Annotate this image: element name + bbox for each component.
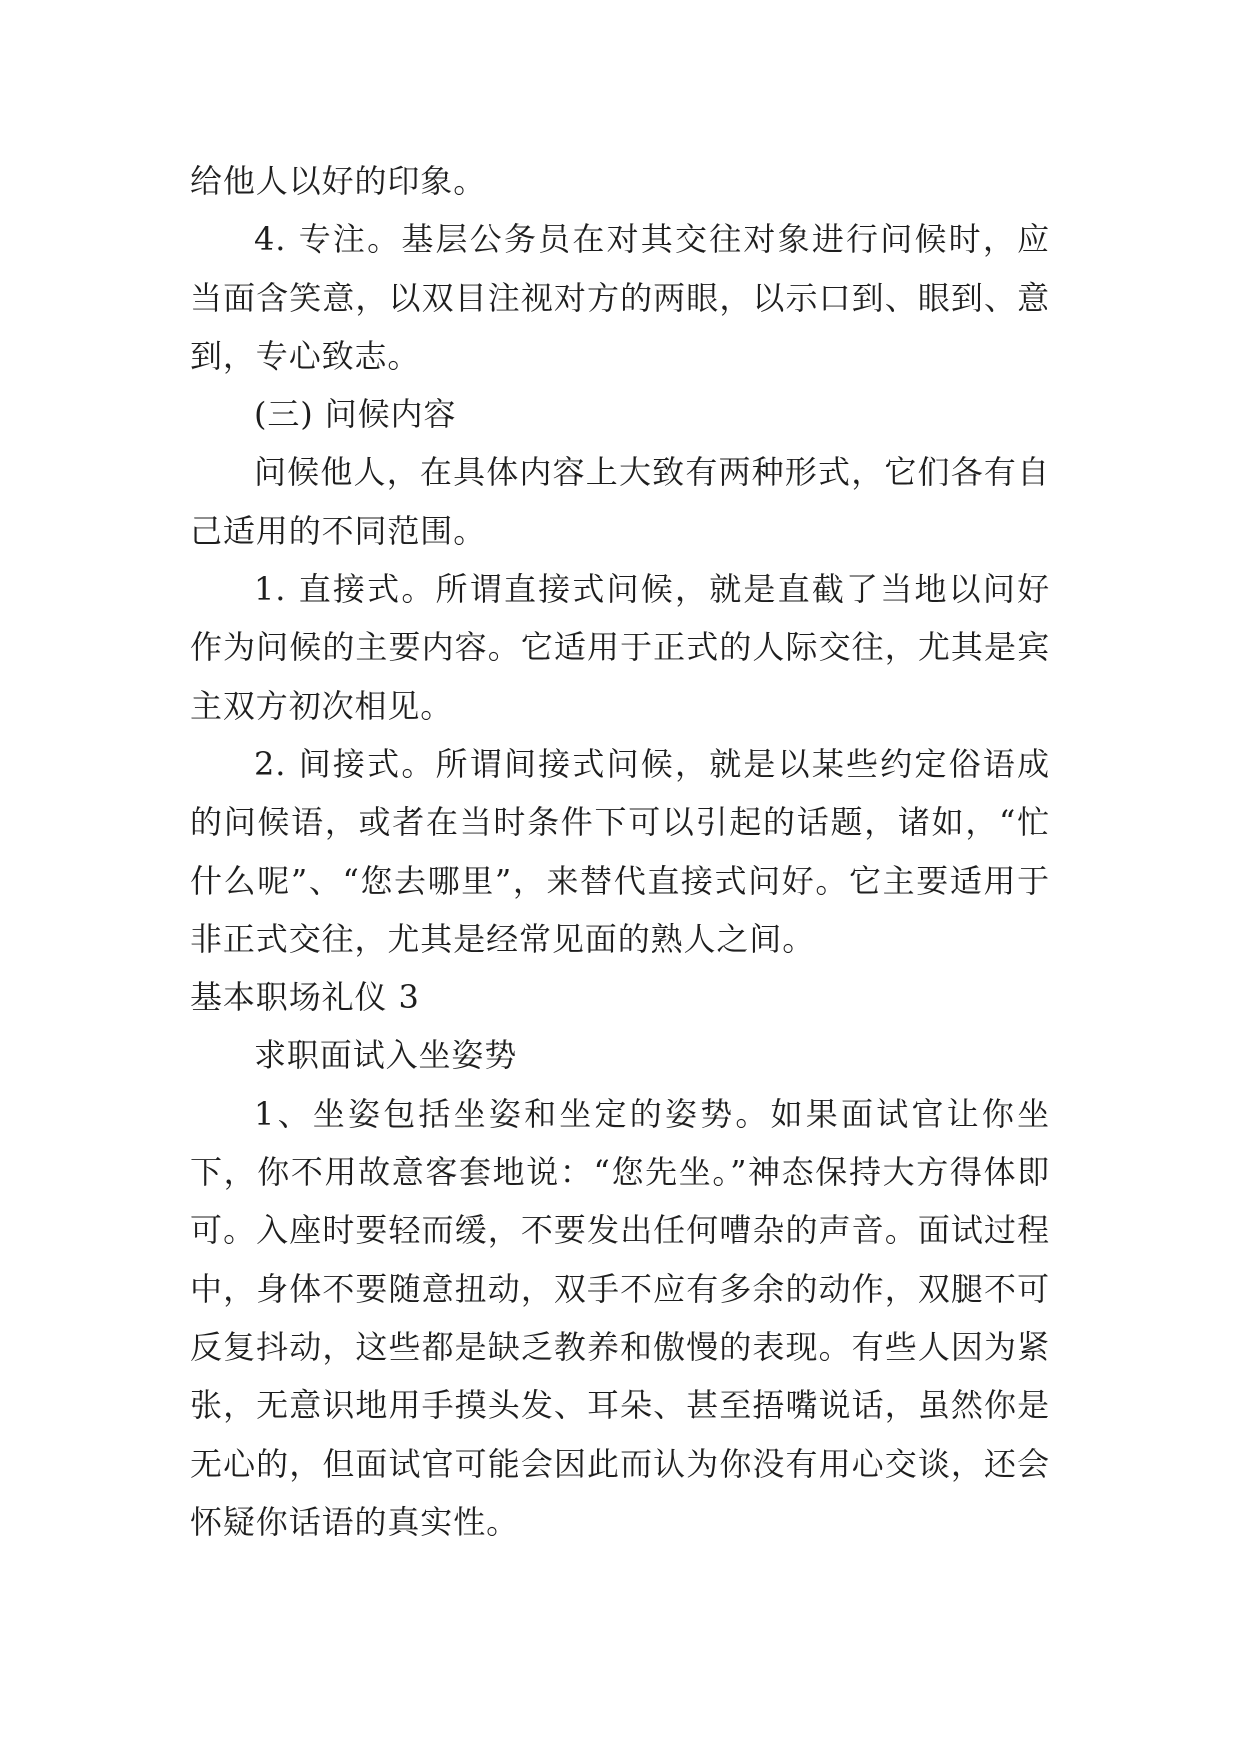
paragraph-focus: 4. 专注。基层公务员在对其交往对象进行问候时，应当面含笑意，以双目注视对方的两眼，以示口到、眼到、意到，专心致志。 bbox=[190, 220, 1050, 375]
article-title: 基本职场礼仪 3 bbox=[190, 978, 420, 1017]
paragraph-direct-style: 1. 直接式。所谓直接式问候，就是直截了当地以问好作为问候的主要内容。它适用于正式的人际交往，尤其是宾主双方初次相见。 bbox=[190, 570, 1050, 725]
paragraph-continuation: 给他人以好的印象。 bbox=[190, 162, 487, 200]
section-heading-greeting-content: (三) 问候内容 bbox=[254, 395, 457, 434]
section-heading-sitting-posture: 求职面试入坐姿势 bbox=[254, 1036, 518, 1075]
document-body bbox=[190, 152, 1050, 1551]
paragraph-indirect-style: 2. 间接式。所谓间接式问候，就是以某些约定俗语成的问候语，或者在当时条件下可以引起的话题，诸如，“忙什么呢”、“您去哪里”，来替代直接式问好。它主要适用于非正式交往，尤其是经常见面的熟人之间。 bbox=[190, 744, 1050, 958]
paragraph-greeting-forms: 问候他人，在具体内容上大致有两种形式，它们各有自己适用的不同范围。 bbox=[190, 453, 1050, 550]
paragraph-sitting-posture: 1、坐姿包括坐姿和坐定的姿势。如果面试官让你坐下，你不用故意客套地说：“您先坐。”神态保持大方得体即可。入座时要轻而缓，不要发出任何嘈杂的声音。面试过程中，身体不要随意扭动，双手不应有多余的动作，双腿不可反复抖动，这些都是缺乏教养和傲慢的表现。有些人因为紧张，无意识地用手摸头发、耳朵、甚至捂嘴说话，虽然你是无心的，但面试官可能会因此而认为你没有用心交谈，还会怀疑你话语的真实性。 bbox=[190, 1094, 1050, 1541]
